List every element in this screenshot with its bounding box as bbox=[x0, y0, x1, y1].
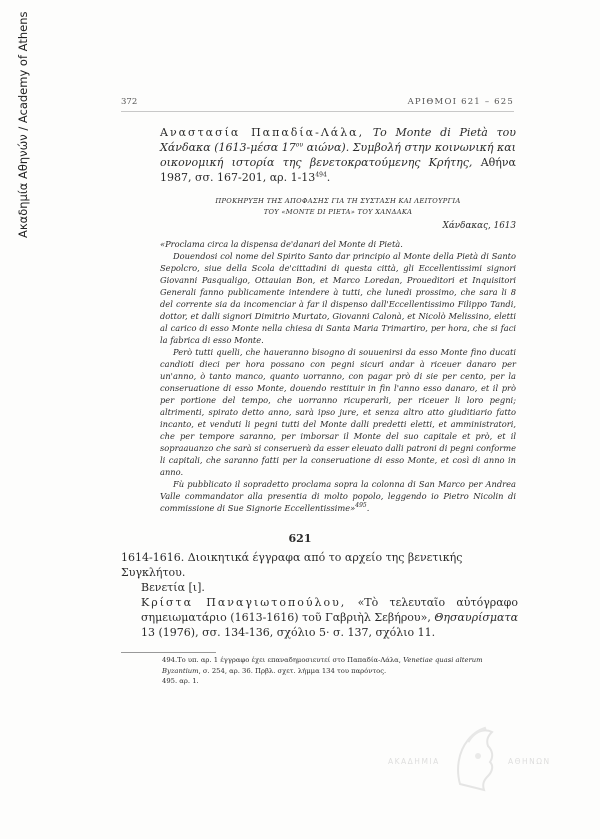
paragraph: «Proclama circa la dispensa de'danari del Monte di Pietà. bbox=[160, 239, 403, 249]
academy-watermark bbox=[388, 722, 568, 792]
entry-621 bbox=[121, 550, 518, 640]
watermark-text-right: ΑΘΗΝΩΝ bbox=[508, 757, 551, 766]
bibliographic-reference: Αναστασία Παπαδία-Λάλα, Το Monte di Pietà του Χάνδακα (1613-μέσα $17^{o\upsilon}$ αιώνα). Συμβολή στην κοινωνική και οικονομική ιστορία της βενετοκρατούμενης Κρήτης, Αθήνα 1987, σσ. 167-201, αρ. $1-13^{494}$. bbox=[160, 126, 516, 184]
paragraph: Fù pubblicato il sopradetto proclama sopra la colonna di San Marco per Andrea Valle commandator alla presentia di molto popolo, leggendo io Pietro Nicolin di commissione di Sue Signorie Eccellentissime»$^{495}$. bbox=[160, 479, 516, 513]
paragraph: Douendosi col nome del Spirito Santo dar principio al Monte della Pietà di Santo Sepolcro, siue della Scola de'cittadini di questa città, gli Eccellentissimi signori Giovanni Pasqualigo, Ottauian Bon, et Marco Loredan, Proueditori et Inquisitori Generali fanno publicamente intendere à tutti, che lunedi prossimo, che sara li 8 del corrente sia da incomenciar à far il dispenso dall'Eccellentissimo Filippo Tandi, dottor, et dalli signori Dimitrio Murtato, Giovanni Calonà, et Nicolò Melissino, eletti al carico di esso Monte nella chiesa di Santa Maria Trimartiro, per hora, che si faci la fabrica di esso Monte. bbox=[160, 251, 516, 345]
entry-place: Βενετία [ι]. bbox=[141, 581, 205, 594]
entry-reference: Κρίστα Παναγιωτοπούλου, «Τὸ τελευταῖο αὐτόγραφο σημειωματάριο (1613-1616) τοῦ Γαβριὴλ Σεβήρου», Θησαυρίσματα 13 (1976), σσ. 134-136, σχόλιο 5· σ. 137, σχόλιο 11. bbox=[141, 596, 518, 639]
document-dateline: Χάνδακας, 1613 bbox=[442, 221, 516, 231]
watermark-text-left: ΑΚΑΔΗΜΙΑ bbox=[388, 757, 440, 766]
page-header bbox=[121, 97, 514, 112]
document-title: ΠΡΟΚΗΡΥΞΗ ΤΗΣ ΑΠΟΦΑΣΗΣ ΓΙΑ ΤΗ ΣΥΣΤΑΣΗ ΚΑΙ ΛΕΙΤΟΥΡΓΙΑ ΤΟΥ «MONTE DI PIETA» ΤΟΥ ΧΑΝΔΑΚΑ bbox=[215, 197, 461, 216]
reference-details: Αθήνα 1987, σσ. 167-201, αρ. 1-13 bbox=[160, 156, 516, 184]
sidebar-label bbox=[14, 11, 34, 238]
reference-title: Το Monte di Pietà του Χάνδακα (1613-μέσα $17^{o\upsilon}$ αιώνα). Συμβολή στην κοινωνική και οικονομική ιστορία της βενετοκρατούμενης Κρήτης, bbox=[160, 126, 516, 169]
paragraph: Però tutti quelli, che haueranno bisogno di souuenirsi da esso Monte fino ducati candioti dieci per hora possano con pegni sicuri andar à riceuer danaro per un'anno, ò tanto manco, quanto uorranno, con pagar prò di sie per cento, per la conseruatione di esso Monte, douendo restituir in fin l'anno esso danaro, et il prò per portione del tempo, che uorranno ricuperarli, per riceuer li loro pegni; altrimenti, spirato detto anno, sarà ipso jure, et senza altro atto giuditiario fatto incanto, et venduti li pegni tutti del Monte dalli predetti eletti, et amministratori, che per tempore saranno, per imborsar il Monte del suo capitale et prò, et il sopraauanzo che sarà si conseruerà da esser eleuato dalli patroni di pegni conforme li capitali, che saranno fatti per la conseruatione di esso Monte, et così di anno in anno. bbox=[160, 347, 516, 477]
footnote-ref-494: 494 bbox=[315, 171, 327, 179]
entry-number: 621 bbox=[288, 532, 312, 545]
footnote-ref-495: 495 bbox=[355, 502, 367, 510]
reference-author: Αναστασία Παπαδία-Λάλα, bbox=[160, 126, 365, 139]
footnotes bbox=[162, 655, 518, 687]
athena-head-icon bbox=[448, 722, 503, 792]
document-body bbox=[160, 238, 516, 514]
sidebar-text: Ακαδημία Αθηνών / Academy of Athens bbox=[16, 11, 30, 238]
entry-heading: 1614-1616. Διοικητικά έγγραφα από το αρχείο της βενετικής Συγκλήτου. bbox=[121, 551, 463, 579]
page-number: 372 bbox=[121, 97, 138, 107]
footnote-494: 494.Το υπ. αρ. 1 έγγραφο έχει επαναδημοσιευτεί στο Παπαδία-Λάλα, Venetiae quasi alterum Byzantium, σ. 254, αρ. 36. Πρβλ. σχετ. λήμμα 134 του παρόντος. bbox=[162, 656, 483, 675]
footnote-divider bbox=[121, 652, 216, 653]
footnote-495: 495. αρ. 1. bbox=[162, 677, 199, 685]
running-title: ΑΡΙΘΜΟΙ 621 – 625 bbox=[407, 97, 514, 107]
